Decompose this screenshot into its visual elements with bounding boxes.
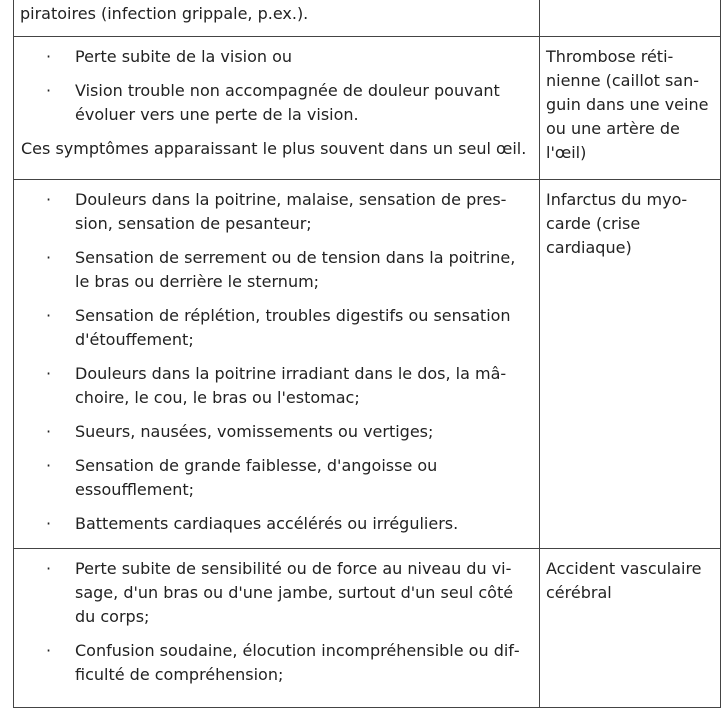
list-item xyxy=(14,304,539,352)
bullet-icon: · xyxy=(46,559,52,578)
bullet-icon: · xyxy=(46,641,52,660)
symptom-text: Vision trouble non accompagnée de douleur pouvant évoluer vers une perte de la vision. xyxy=(75,81,500,124)
symptom-text: Sueurs, nausées, vomissements ou vertiges; xyxy=(75,422,434,441)
symptom-text: Sensation de grande faiblesse, d'angoisse ou essoufflement; xyxy=(75,456,438,499)
bullet-icon: · xyxy=(46,456,52,475)
symptom-text: Perte subite de sensibilité ou de force au niveau du visage, d'un bras ou d'une jambe, surtout d'un seul côté du corps; xyxy=(75,559,514,626)
list-item xyxy=(14,454,539,502)
condition-cell xyxy=(540,180,721,549)
symptom-list xyxy=(14,557,539,687)
continued-text: piratoires (infection grippale, p.ex.). xyxy=(20,4,309,23)
symptoms-cell xyxy=(14,180,540,549)
condition-label: Accident vasculaire cérébral xyxy=(546,559,702,602)
condition-label: Infarctus du myocarde (crise cardiaque) xyxy=(546,190,688,257)
list-item xyxy=(14,420,539,444)
symptoms-table xyxy=(13,0,721,708)
list-item xyxy=(14,362,539,410)
list-item xyxy=(14,79,539,127)
bullet-icon: · xyxy=(46,81,52,100)
bullet-icon: · xyxy=(46,248,52,267)
bullet-icon: · xyxy=(46,514,52,533)
symptom-text: Perte subite de la vision ou xyxy=(75,47,293,66)
list-item xyxy=(14,45,539,69)
bullet-icon: · xyxy=(46,190,52,209)
condition-cell xyxy=(540,0,721,37)
symptom-text: Douleurs dans la poitrine irradiant dans le dos, la mâchoire, le cou, le bras ou l'estomac; xyxy=(75,364,507,407)
list-item xyxy=(14,512,539,536)
symptom-text: Sensation de réplétion, troubles digestifs ou sensation d'étouffement; xyxy=(75,306,511,349)
symptom-list xyxy=(14,45,539,127)
symptoms-cell xyxy=(14,0,540,37)
list-item xyxy=(14,557,539,629)
symptom-text: Sensation de serrement ou de tension dans la poitrine, le bras ou derrière le sternum; xyxy=(75,248,516,291)
symptom-text: Battements cardiaques accélérés ou irréguliers. xyxy=(75,514,459,533)
condition-cell xyxy=(540,37,721,180)
bullet-icon: · xyxy=(46,47,52,66)
table-row xyxy=(14,0,721,37)
symptoms-cell xyxy=(14,37,540,180)
symptoms-cell xyxy=(14,549,540,708)
list-item xyxy=(14,246,539,294)
condition-cell xyxy=(540,549,721,708)
condition-label: Thrombose rétinienne (caillot sanguin dans une veine ou une artère de l'œil) xyxy=(546,47,709,162)
list-item xyxy=(14,188,539,236)
list-item xyxy=(14,639,539,687)
symptom-list xyxy=(14,188,539,536)
symptom-text: Douleurs dans la poitrine, malaise, sensation de pression, sensation de pesanteur; xyxy=(75,190,507,233)
table-row xyxy=(14,180,721,549)
bullet-icon: · xyxy=(46,422,52,441)
table-row xyxy=(14,37,721,180)
bullet-icon: · xyxy=(46,306,52,325)
bullet-icon: · xyxy=(46,364,52,383)
note-text: Ces symptômes apparaissant le plus souvent dans un seul œil. xyxy=(21,139,527,158)
symptom-text: Confusion soudaine, élocution incompréhensible ou difficulté de compréhension; xyxy=(75,641,520,684)
table-row xyxy=(14,549,721,708)
